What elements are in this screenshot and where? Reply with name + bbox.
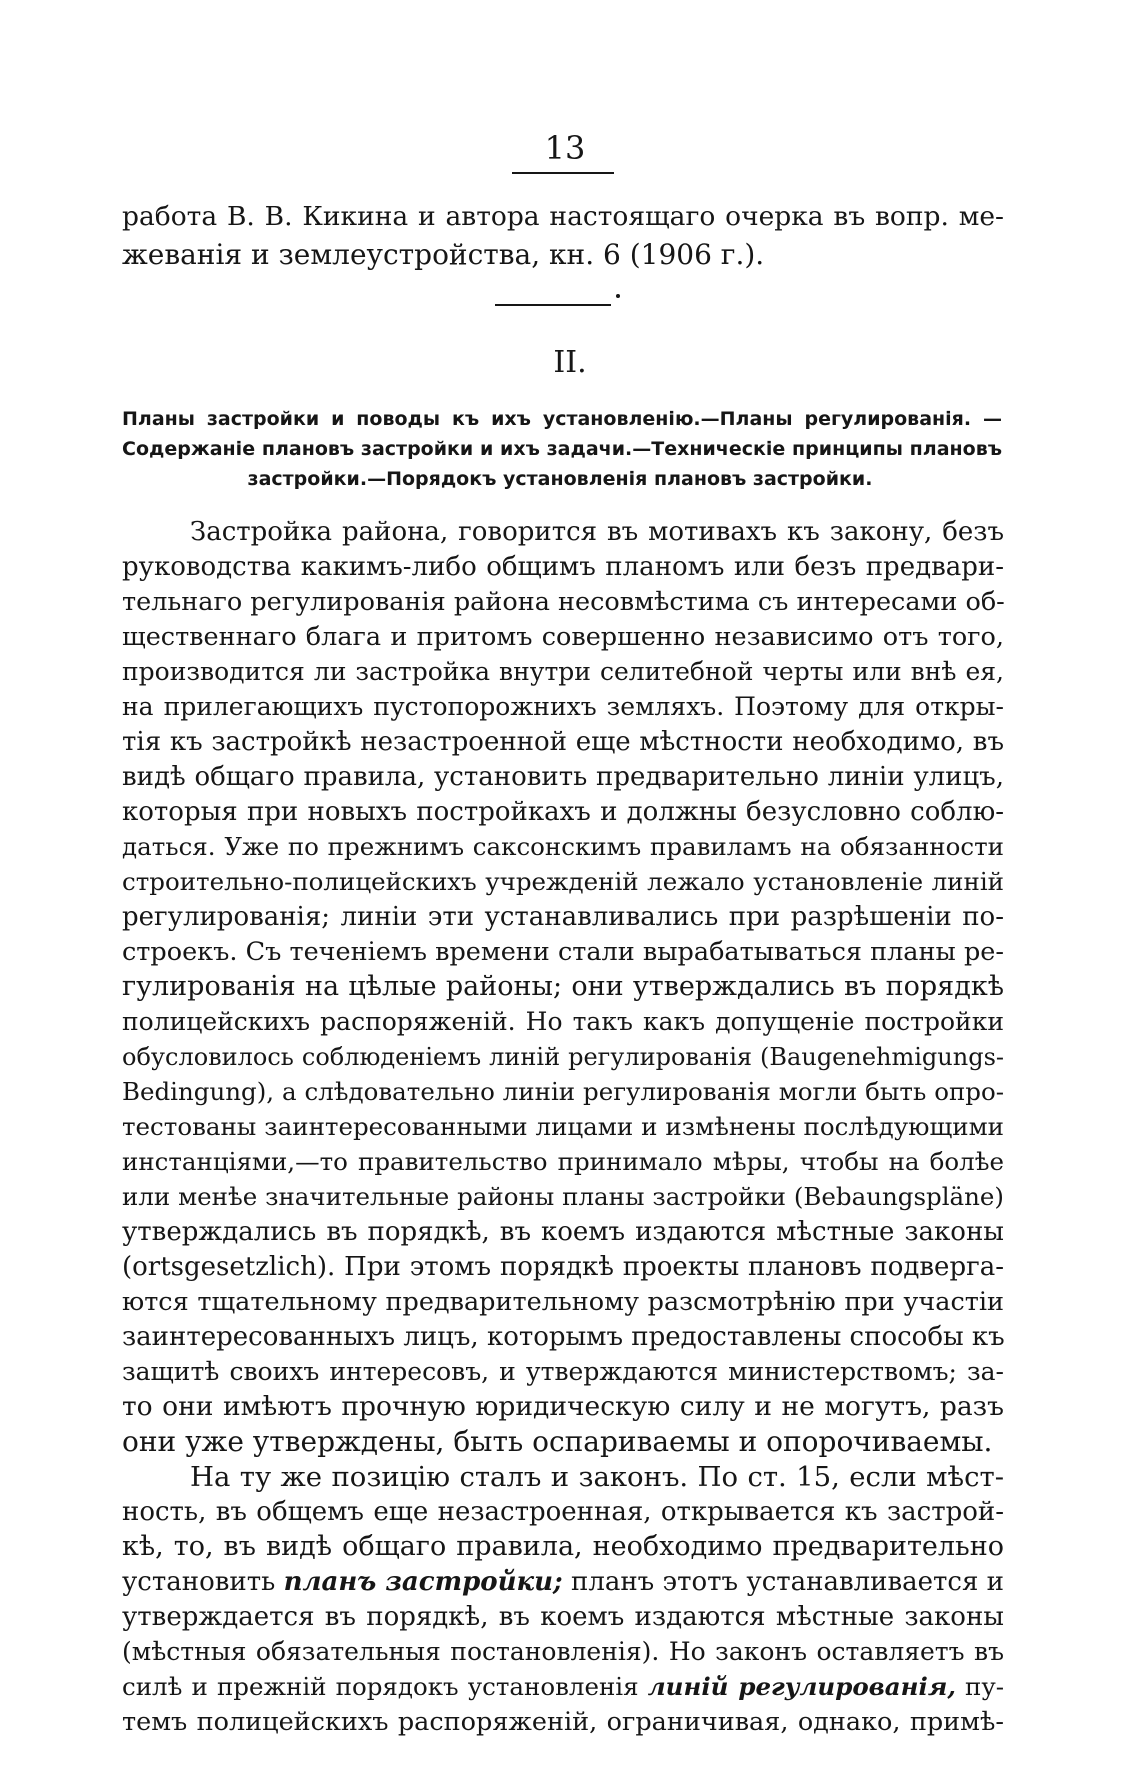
paragraph-line: строительно-полицейскихъ учрежденій лежало установленіе линій — [122, 867, 1004, 896]
text-run: пу- — [955, 1672, 1005, 1701]
paragraph-line: которыя при новыхъ постройкахъ и должны безусловно соблю- — [122, 797, 1004, 827]
paragraph-line: (мѣстныя обязательныя постановленія). Но законъ оставляетъ въ — [122, 1637, 1004, 1666]
paragraph-line: тельнаго регулированія района несовмѣстима съ интересами об- — [122, 587, 1005, 617]
paragraph-line: руководства какимъ-либо общимъ планомъ или безъ предвари- — [122, 552, 1004, 582]
text-run: планъ этотъ устанавливается и — [562, 1567, 1005, 1597]
paragraph-line: инстанціями,—то правительство принимало мѣры, чтобы на болѣе — [122, 1147, 1004, 1176]
text-run: установить — [122, 1567, 284, 1597]
paragraph-line: щественнаго блага и притомъ совершенно независимо отъ того, — [122, 622, 1004, 652]
paragraph-line: даться. Уже по прежнимъ саксонскимъ правиламъ на обязанности — [122, 832, 1004, 861]
paragraph-line: регулированія; линіи эти устанавливались при разрѣшеніи по- — [122, 902, 1004, 932]
paragraph-line: кѣ, то, въ видѣ общаго правила, необходимо предварительно — [122, 1531, 1004, 1562]
paragraph-line: строекъ. Съ теченіемъ времени стали вырабатываться планы ре- — [122, 937, 1004, 967]
paragraph-line: заинтересованныхъ лицъ, которымъ предоставлены способы къ — [122, 1322, 1005, 1352]
paragraph-line: утверждается въ порядкѣ, въ коемъ издаются мѣстные законы — [122, 1602, 1004, 1632]
paragraph-line: то они имѣютъ прочную юридическую силу и не могутъ, разъ — [122, 1391, 1004, 1422]
paragraph-line: темъ полицейскихъ распоряженій, ограничивая, однако, примѣ- — [122, 1707, 1004, 1737]
paragraph-line: на прилегающихъ пустопорожнихъ земляхъ. Поэтому для откры- — [122, 692, 1004, 721]
paragraph-line: защитѣ своихъ интересовъ, и утверждаются министерствомъ; за- — [122, 1357, 1004, 1386]
paragraph-line: видѣ общаго правила, установить предварительно линіи улицъ, — [122, 762, 1004, 792]
paragraph-line: полицейскихъ распоряженій. Но такъ какъ допущеніе постройки — [122, 1007, 1004, 1036]
emphasized-term: линій регулированія, — [647, 1672, 956, 1701]
section-summary-line: Содержаніе плановъ застройки и ихъ задачи.—Техническіе принципы плановъ — [122, 438, 1002, 460]
paragraph-line: гулированія на цѣлые районы; они утверждались въ порядкѣ — [122, 971, 1004, 1002]
text-line: жеванія и землеустройства, кн. 6 (1906 г.). — [122, 238, 765, 271]
emphasized-term: планъ застройки; — [283, 1567, 563, 1597]
page-number-underline — [512, 172, 614, 174]
section-summary-line: застройки.—Порядокъ установленія плановъ застройки. — [247, 468, 873, 490]
paragraph-line: На ту же позицію сталъ и законъ. По ст. 15, если мѣст- — [190, 1461, 1004, 1493]
page-number: 13 — [544, 129, 586, 167]
paragraph-line — [122, 1563, 1004, 1601]
paragraph-line: Bedingung), а слѣдовательно линіи регулированія могли быть опро- — [122, 1077, 1004, 1106]
paragraph-line: обусловилось соблюденіемъ линій регулированія (Baugenehmigungs- — [122, 1043, 1004, 1071]
paragraph-line: (ortsgesetzlich). При этомъ порядкѣ проекты плановъ подверга- — [122, 1252, 1004, 1282]
text-run: силѣ и прежній порядокъ установленія — [122, 1672, 648, 1701]
paragraph-line — [122, 1668, 1004, 1706]
paragraph-line: ются тщательному предварительному разсмотрѣнію при участіи — [122, 1287, 1004, 1317]
section-number: II. — [553, 345, 587, 380]
paragraph-line: производится ли застройка внутри селитебной черты или внѣ ея, — [122, 657, 1004, 686]
section-divider — [495, 304, 611, 306]
section-summary-line: Планы застройки и поводы къ ихъ установленію.—Планы регулированія. — — [122, 408, 1002, 430]
paragraph-line: утверждались въ порядкѣ, въ коемъ издаются мѣстные законы — [122, 1217, 1004, 1247]
text-line: работа В. В. Кикина и автора настоящаго очерка въ вопр. ме- — [122, 201, 1004, 232]
paragraph-line: или менѣе значительные районы планы застройки (Bebaungspläne) — [122, 1182, 1004, 1211]
paragraph-line: тія къ застройкѣ незастроенной еще мѣстности необходимо, въ — [122, 727, 1004, 757]
paragraph-line: Застройка района, говорится въ мотивахъ къ закону, безъ — [190, 517, 1004, 547]
section-divider-dot — [616, 294, 620, 298]
paragraph-line: они уже утверждены, быть оспариваемы и опорочиваемы. — [122, 1425, 993, 1458]
paragraph-line: тестованы заинтересованными лицами и измѣнены послѣдующими — [122, 1112, 1004, 1141]
paragraph-line: ность, въ общемъ еще незастроенная, открывается къ застрой- — [122, 1497, 1004, 1527]
